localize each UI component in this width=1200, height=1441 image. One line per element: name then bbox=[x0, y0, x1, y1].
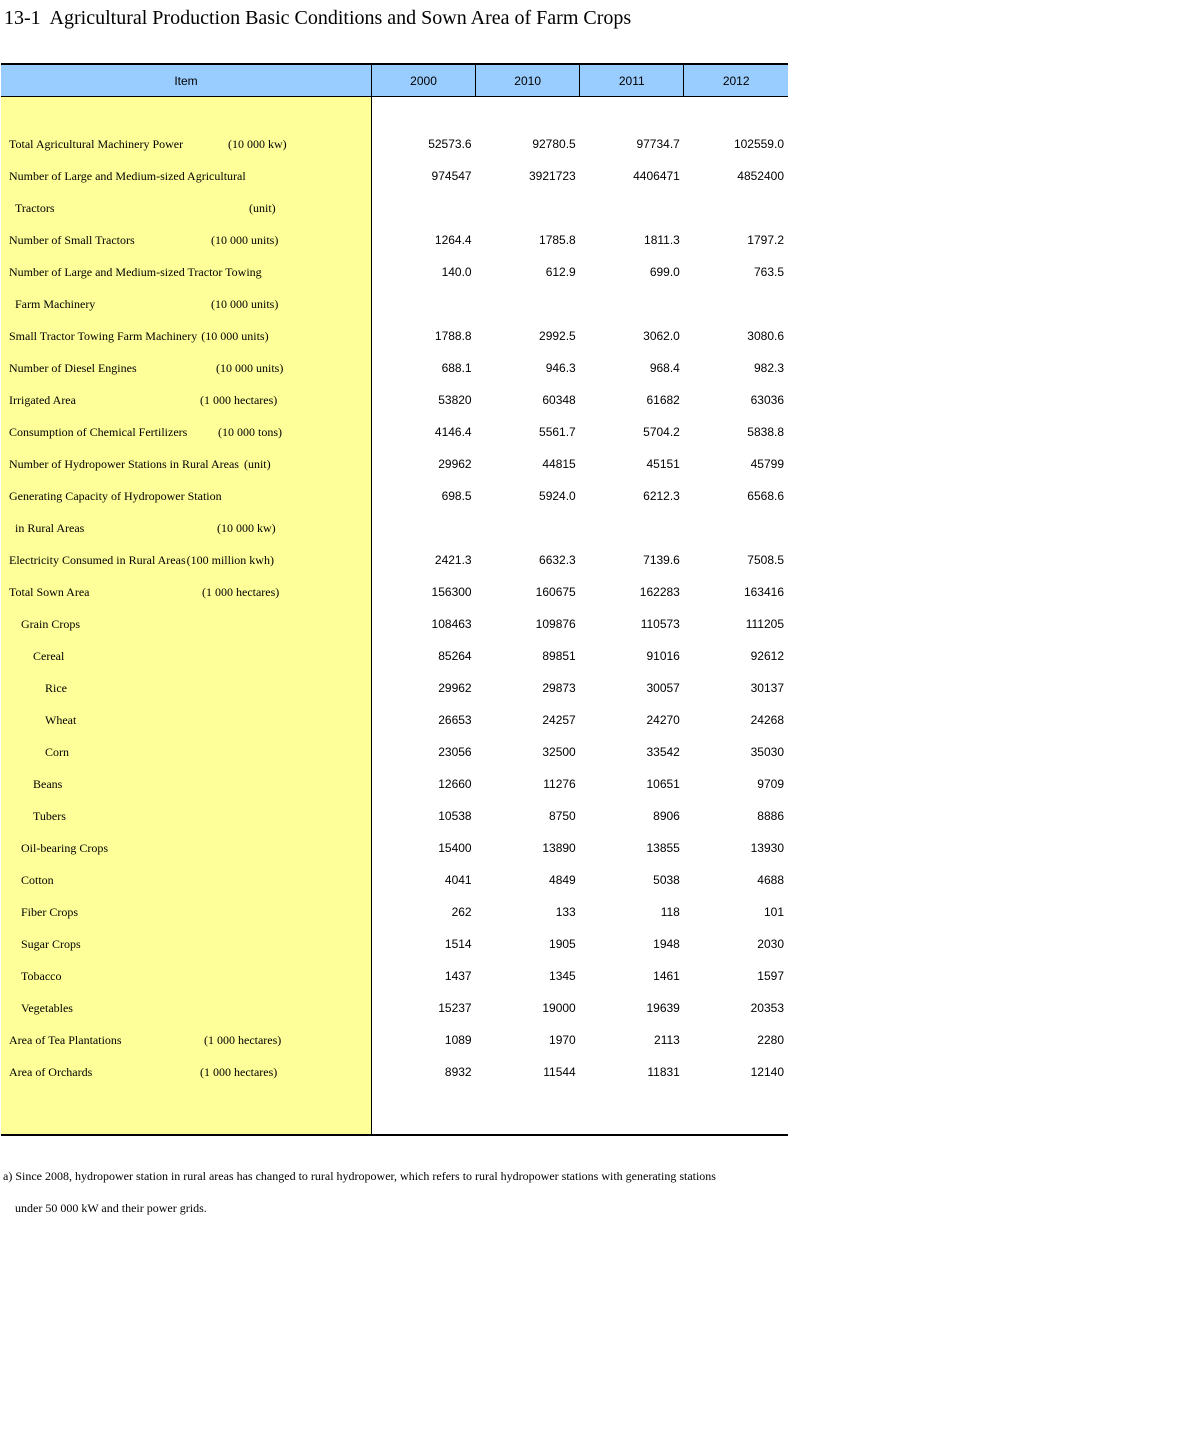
table-row bbox=[1, 928, 788, 960]
value-cell: 92612 bbox=[750, 649, 784, 663]
value-cell: 8750 bbox=[549, 809, 576, 823]
spacer-row bbox=[1, 1088, 788, 1135]
row-label: Irrigated Area bbox=[9, 393, 76, 407]
item-cell bbox=[1, 576, 371, 608]
item-cell-content bbox=[1, 448, 371, 480]
row-label: Number of Large and Medium-sized Tractor Towing bbox=[9, 265, 262, 279]
table-row bbox=[1, 864, 788, 896]
table-row bbox=[1, 832, 788, 864]
value-cell bbox=[684, 97, 788, 129]
item-cell bbox=[1, 480, 371, 512]
value-cell: 13930 bbox=[750, 841, 784, 855]
value-cell: 63036 bbox=[750, 393, 784, 407]
item-cell bbox=[1, 672, 371, 704]
table-row bbox=[1, 992, 788, 1024]
item-cell-content bbox=[1, 736, 371, 768]
value-cell bbox=[476, 288, 580, 320]
value-cell: 3080.6 bbox=[747, 329, 784, 343]
item-cell bbox=[1, 928, 371, 960]
row-label: Corn bbox=[45, 745, 69, 759]
value-cell: 1811.3 bbox=[644, 233, 680, 247]
item-cell-content bbox=[1, 768, 371, 800]
value-cell: 8932 bbox=[444, 1065, 472, 1079]
row-unit: (unit) bbox=[249, 201, 276, 215]
row-label: Number of Small Tractors bbox=[9, 233, 135, 247]
value-cell: 1788.8 bbox=[434, 329, 472, 343]
value-cell: 1437 bbox=[444, 969, 472, 983]
value-cell: 156300 bbox=[431, 585, 472, 599]
value-cell bbox=[684, 288, 788, 320]
item-cell bbox=[1, 320, 371, 352]
value-cell: 11276 bbox=[543, 777, 576, 791]
table-row bbox=[1, 672, 788, 704]
item-cell-content bbox=[1, 512, 371, 544]
value-cell bbox=[684, 192, 788, 224]
item-cell bbox=[1, 1056, 371, 1088]
item-cell bbox=[1, 448, 371, 480]
item-cell-content bbox=[1, 384, 371, 416]
value-cell: 1089 bbox=[444, 1033, 472, 1047]
value-cell: 85264 bbox=[438, 649, 472, 663]
value-cell: 52573.6 bbox=[428, 137, 472, 151]
value-cell: 262 bbox=[451, 905, 472, 919]
value-cell: 8886 bbox=[757, 809, 784, 823]
value-cell: 4146.4 bbox=[434, 425, 472, 439]
row-unit: (1 000 hectares) bbox=[204, 1033, 282, 1047]
value-cell: 1597 bbox=[757, 969, 784, 983]
row-label: Number of Diesel Engines bbox=[9, 361, 137, 375]
item-cell bbox=[1, 512, 371, 544]
value-cell: 24270 bbox=[646, 713, 680, 727]
item-cell bbox=[1, 256, 371, 288]
value-cell bbox=[580, 512, 684, 544]
item-cell-content bbox=[1, 416, 371, 448]
value-cell bbox=[371, 1088, 475, 1135]
value-cell bbox=[476, 97, 580, 129]
row-unit: (100 million kwh) bbox=[186, 553, 274, 567]
value-cell: 110573 bbox=[640, 617, 680, 631]
value-cell: 45151 bbox=[646, 457, 680, 471]
table-row bbox=[1, 576, 788, 608]
value-cell: 44815 bbox=[542, 457, 576, 471]
item-cell-content bbox=[1, 544, 371, 576]
value-cell: 699.0 bbox=[649, 265, 680, 279]
page-title: 13-1 Agricultural Production Basic Conditions and Sown Area of Farm Crops bbox=[4, 7, 632, 29]
item-cell bbox=[1, 736, 371, 768]
item-cell bbox=[1, 608, 371, 640]
row-label: Electricity Consumed in Rural Areas bbox=[9, 553, 186, 567]
value-cell: 92780.5 bbox=[532, 137, 576, 151]
row-label: Tractors bbox=[15, 201, 55, 215]
value-cell: 19000 bbox=[542, 1001, 576, 1015]
value-cell: 29962 bbox=[438, 681, 472, 695]
row-label: Total Agricultural Machinery Power bbox=[9, 137, 184, 151]
table-row bbox=[1, 352, 788, 384]
item-cell bbox=[1, 224, 371, 256]
row-unit: (1 000 hectares) bbox=[202, 585, 280, 599]
row-label: Area of Orchards bbox=[9, 1065, 93, 1079]
item-cell bbox=[1, 1024, 371, 1056]
row-label: Vegetables bbox=[21, 1001, 73, 1015]
value-cell: 30057 bbox=[646, 681, 680, 695]
row-label: Beans bbox=[33, 777, 63, 791]
table-row bbox=[1, 544, 788, 576]
value-cell: 10538 bbox=[438, 809, 472, 823]
value-cell: 3062.0 bbox=[643, 329, 680, 343]
header-row bbox=[1, 64, 788, 97]
item-cell-content bbox=[1, 704, 371, 736]
value-cell: 4406471 bbox=[633, 169, 680, 183]
table-row bbox=[1, 1024, 788, 1056]
value-cell: 89851 bbox=[542, 649, 576, 663]
value-cell: 60348 bbox=[542, 393, 576, 407]
header-year: 2012 bbox=[684, 64, 788, 97]
table-body bbox=[1, 97, 788, 1136]
item-cell bbox=[1, 97, 371, 129]
value-cell bbox=[371, 512, 475, 544]
value-cell: 2030 bbox=[757, 937, 784, 951]
value-cell: 6568.6 bbox=[747, 489, 784, 503]
value-cell: 45799 bbox=[750, 457, 784, 471]
value-cell: 35030 bbox=[750, 745, 784, 759]
row-unit: (10 000 units) bbox=[201, 329, 269, 343]
value-cell: 3921723 bbox=[529, 169, 576, 183]
value-cell: 163416 bbox=[743, 585, 784, 599]
table-row bbox=[1, 384, 788, 416]
value-cell: 108463 bbox=[431, 617, 472, 631]
row-unit: (1 000 hectares) bbox=[200, 393, 278, 407]
item-cell bbox=[1, 960, 371, 992]
row-label: Tubers bbox=[33, 809, 66, 823]
value-cell: 23056 bbox=[438, 745, 472, 759]
table-row bbox=[1, 640, 788, 672]
value-cell: 53820 bbox=[438, 393, 472, 407]
value-cell: 9709 bbox=[757, 777, 784, 791]
item-cell bbox=[1, 704, 371, 736]
value-cell: 11831 bbox=[647, 1065, 680, 1079]
value-cell bbox=[580, 1088, 684, 1135]
item-cell-content bbox=[1, 352, 371, 384]
row-label: Tobacco bbox=[21, 969, 62, 983]
item-cell bbox=[1, 160, 371, 192]
value-cell: 12140 bbox=[750, 1065, 784, 1079]
value-cell: 13855 bbox=[646, 841, 680, 855]
row-label: Grain Crops bbox=[21, 617, 80, 631]
item-cell bbox=[1, 800, 371, 832]
value-cell bbox=[684, 1088, 788, 1135]
item-cell-content bbox=[1, 480, 371, 512]
table-row bbox=[1, 160, 788, 192]
item-cell-content bbox=[1, 928, 371, 960]
item-cell-content bbox=[1, 608, 371, 640]
value-cell: 1514 bbox=[444, 937, 472, 951]
value-cell: 2280 bbox=[757, 1033, 784, 1047]
item-cell-content bbox=[1, 256, 371, 288]
item-cell-content bbox=[1, 288, 371, 320]
table-row bbox=[1, 768, 788, 800]
row-unit: (10 000 units) bbox=[211, 297, 279, 311]
row-unit: (10 000 units) bbox=[216, 361, 284, 375]
value-cell: 133 bbox=[555, 905, 576, 919]
item-cell-content bbox=[1, 320, 371, 352]
row-label: Number of Large and Medium-sized Agricultural bbox=[9, 169, 246, 183]
row-label: Small Tractor Towing Farm Machinery bbox=[9, 329, 198, 343]
item-cell-content bbox=[1, 1024, 371, 1056]
value-cell: 7139.6 bbox=[643, 553, 680, 567]
table-row bbox=[1, 224, 788, 256]
value-cell: 20353 bbox=[750, 1001, 784, 1015]
table-row bbox=[1, 1056, 788, 1088]
value-cell: 8906 bbox=[653, 809, 680, 823]
value-cell bbox=[476, 512, 580, 544]
item-cell-content bbox=[1, 672, 371, 704]
value-cell bbox=[580, 288, 684, 320]
value-cell: 1797.2 bbox=[747, 233, 784, 247]
footnote-line-2: under 50 000 kW and their power grids. bbox=[15, 1201, 207, 1215]
value-cell: 13890 bbox=[542, 841, 576, 855]
value-cell: 4849 bbox=[549, 873, 576, 887]
header-year: 2011 bbox=[580, 64, 684, 97]
item-cell-content bbox=[1, 992, 371, 1024]
value-cell: 97734.7 bbox=[636, 137, 680, 151]
value-cell: 2113 bbox=[654, 1033, 680, 1047]
value-cell: 946.3 bbox=[545, 361, 576, 375]
spacer-row bbox=[1, 97, 788, 129]
table-row bbox=[1, 608, 788, 640]
item-cell bbox=[1, 192, 371, 224]
value-cell: 111205 bbox=[745, 617, 784, 631]
value-cell: 5038 bbox=[653, 873, 680, 887]
item-cell-content bbox=[1, 864, 371, 896]
item-cell bbox=[1, 1088, 371, 1135]
value-cell: 1785.8 bbox=[539, 233, 576, 247]
row-label: Area of Tea Plantations bbox=[9, 1033, 122, 1047]
value-cell: 974547 bbox=[431, 169, 472, 183]
value-cell: 968.4 bbox=[649, 361, 680, 375]
item-cell bbox=[1, 992, 371, 1024]
table-row bbox=[1, 288, 788, 320]
value-cell: 4041 bbox=[444, 873, 472, 887]
row-label: Number of Hydropower Stations in Rural Areas bbox=[9, 457, 239, 471]
table-row bbox=[1, 320, 788, 352]
value-cell: 24268 bbox=[750, 713, 784, 727]
value-cell bbox=[371, 97, 475, 129]
row-label: Generating Capacity of Hydropower Station bbox=[9, 489, 222, 503]
row-label: Oil-bearing Crops bbox=[21, 841, 108, 855]
value-cell: 7508.5 bbox=[747, 553, 784, 567]
value-cell: 688.1 bbox=[441, 361, 472, 375]
row-label: Total Sown Area bbox=[9, 585, 90, 599]
value-cell: 26653 bbox=[438, 713, 472, 727]
value-cell: 763.5 bbox=[753, 265, 784, 279]
value-cell: 32500 bbox=[542, 745, 576, 759]
value-cell bbox=[371, 288, 475, 320]
item-cell-content bbox=[1, 896, 371, 928]
row-label: Consumption of Chemical Fertilizers bbox=[9, 425, 188, 439]
row-unit: (1 000 hectares) bbox=[200, 1065, 278, 1079]
value-cell: 10651 bbox=[646, 777, 680, 791]
value-cell: 6632.3 bbox=[539, 553, 576, 567]
value-cell: 118 bbox=[660, 905, 680, 919]
item-cell bbox=[1, 896, 371, 928]
value-cell: 61682 bbox=[646, 393, 680, 407]
row-unit: (10 000 tons) bbox=[218, 425, 282, 439]
row-label: Fiber Crops bbox=[21, 905, 78, 919]
table-row bbox=[1, 128, 788, 160]
value-cell: 109876 bbox=[535, 617, 576, 631]
value-cell: 102559.0 bbox=[733, 137, 784, 151]
table-row bbox=[1, 256, 788, 288]
table-row bbox=[1, 192, 788, 224]
value-cell: 5924.0 bbox=[539, 489, 576, 503]
value-cell: 162283 bbox=[639, 585, 680, 599]
row-unit: (unit) bbox=[243, 457, 271, 471]
value-cell: 30137 bbox=[750, 681, 784, 695]
value-cell bbox=[476, 1088, 580, 1135]
value-cell bbox=[371, 192, 475, 224]
item-cell-content bbox=[1, 192, 371, 224]
item-cell bbox=[1, 864, 371, 896]
item-cell bbox=[1, 416, 371, 448]
value-cell: 19639 bbox=[646, 1001, 680, 1015]
value-cell: 6212.3 bbox=[643, 489, 680, 503]
item-cell bbox=[1, 384, 371, 416]
header-year: 2010 bbox=[476, 64, 580, 97]
value-cell: 29873 bbox=[542, 681, 576, 695]
value-cell: 4852400 bbox=[737, 169, 784, 183]
table-row bbox=[1, 704, 788, 736]
row-unit: (10 000 kw) bbox=[228, 137, 287, 151]
row-label: in Rural Areas bbox=[15, 521, 85, 535]
item-cell-content bbox=[1, 832, 371, 864]
row-label: Rice bbox=[45, 681, 67, 695]
table-row bbox=[1, 896, 788, 928]
header-item: Item bbox=[1, 64, 371, 97]
table-row bbox=[1, 416, 788, 448]
item-cell bbox=[1, 544, 371, 576]
value-cell: 1264.4 bbox=[434, 233, 472, 247]
data-table bbox=[1, 63, 788, 1136]
value-cell: 160675 bbox=[535, 585, 576, 599]
value-cell: 1905 bbox=[549, 937, 576, 951]
row-unit: (10 000 kw) bbox=[217, 521, 276, 535]
value-cell: 33542 bbox=[646, 745, 680, 759]
table-row bbox=[1, 960, 788, 992]
value-cell: 91016 bbox=[646, 649, 680, 663]
value-cell: 1948 bbox=[653, 937, 680, 951]
item-cell bbox=[1, 352, 371, 384]
item-cell-content bbox=[1, 576, 371, 608]
value-cell: 982.3 bbox=[753, 361, 784, 375]
value-cell: 2992.5 bbox=[539, 329, 576, 343]
item-cell-content bbox=[1, 640, 371, 672]
value-cell: 1970 bbox=[549, 1033, 576, 1047]
row-label: Cotton bbox=[21, 873, 54, 887]
value-cell: 4688 bbox=[757, 873, 784, 887]
value-cell: 101 bbox=[763, 905, 784, 919]
item-cell bbox=[1, 832, 371, 864]
row-label: Wheat bbox=[45, 713, 77, 727]
value-cell: 1461 bbox=[653, 969, 680, 983]
value-cell: 5704.2 bbox=[643, 425, 680, 439]
value-cell: 24257 bbox=[542, 713, 576, 727]
value-cell: 140.0 bbox=[441, 265, 472, 279]
item-cell-content bbox=[1, 224, 371, 256]
value-cell: 12660 bbox=[438, 777, 472, 791]
item-cell-content bbox=[1, 128, 371, 160]
value-cell: 29962 bbox=[438, 457, 472, 471]
table-row bbox=[1, 448, 788, 480]
value-cell bbox=[580, 97, 684, 129]
item-cell bbox=[1, 128, 371, 160]
item-cell bbox=[1, 768, 371, 800]
value-cell bbox=[476, 192, 580, 224]
item-cell bbox=[1, 640, 371, 672]
table-row bbox=[1, 736, 788, 768]
item-cell bbox=[1, 288, 371, 320]
row-label: Farm Machinery bbox=[15, 297, 96, 311]
table-row bbox=[1, 480, 788, 512]
value-cell: 5561.7 bbox=[539, 425, 576, 439]
value-cell bbox=[580, 192, 684, 224]
value-cell: 1345 bbox=[549, 969, 576, 983]
value-cell: 612.9 bbox=[545, 265, 576, 279]
row-unit: (10 000 units) bbox=[211, 233, 279, 247]
item-cell-content bbox=[1, 960, 371, 992]
header-year: 2000 bbox=[371, 64, 475, 97]
value-cell: 5838.8 bbox=[747, 425, 784, 439]
row-label: Cereal bbox=[33, 649, 65, 663]
table-row bbox=[1, 512, 788, 544]
value-cell: 15400 bbox=[438, 841, 472, 855]
row-label: Sugar Crops bbox=[21, 937, 81, 951]
value-cell: 15237 bbox=[438, 1001, 472, 1015]
footnote-line-1: a) Since 2008, hydropower station in rural areas has changed to rural hydropower, which refers to rural hydropower stations with generating stations bbox=[3, 1169, 716, 1183]
item-cell-content bbox=[1, 160, 371, 192]
value-cell: 2421.3 bbox=[434, 553, 472, 567]
value-cell bbox=[684, 512, 788, 544]
table-row bbox=[1, 800, 788, 832]
item-cell-content bbox=[1, 1056, 371, 1088]
item-cell-content bbox=[1, 800, 371, 832]
value-cell: 698.5 bbox=[441, 489, 472, 503]
value-cell: 11544 bbox=[543, 1065, 576, 1079]
